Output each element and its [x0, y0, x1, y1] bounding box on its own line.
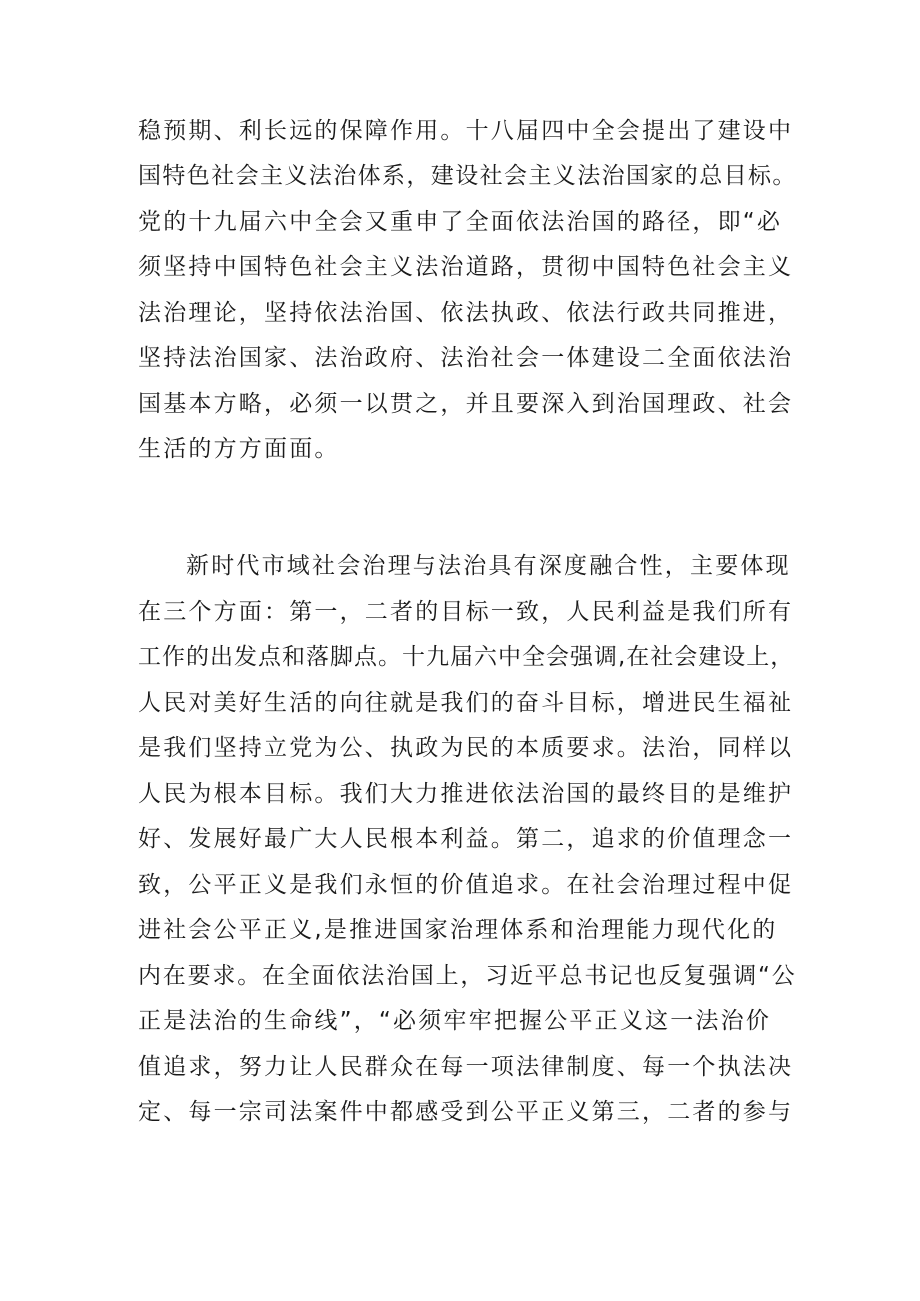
- text-line: 工作的出发点和落脚点。十九届六中全会强调,在社会建设上，: [138, 644, 795, 670]
- text-line: 正是法治的生命线”，“必须牢牢把握公平正义这一法治价: [138, 1008, 772, 1034]
- text-line: 进社会公平正义,是推进国家治理体系和治理能力现代化的: [138, 917, 778, 943]
- text-line: 在三个方面：第一，二者的目标一致，人民利益是我们所有: [138, 599, 794, 625]
- text-line: 稳预期、利长远的保障作用。十八届四中全会提出了建设中: [138, 118, 794, 144]
- text-line: 法治理论，坚持依法治国、依法执政、依法行政共同推进，: [138, 300, 794, 326]
- text-line: 须坚持中国特色社会主义法治道路，贯彻中国特色社会主义: [138, 254, 794, 280]
- text-line: 致，公平正义是我们永恒的价值追求。在社会治理过程中促: [138, 872, 794, 898]
- text-line: 国基本方略，必须一以贯之，并且要深入到治国理政、社会: [138, 391, 794, 417]
- text-line: 党的十九届六中全会又重申了全面依法治国的路径，即“必: [138, 209, 783, 235]
- text-line: 人民为根本目标。我们大力推进依法治国的最终目的是维护: [138, 781, 794, 807]
- text-line: 新时代市域社会治理与法治具有深度融合性，主要体现: [186, 553, 791, 579]
- text-line: 值追求，努力让人民群众在每一项法律制度、每一个执法决: [138, 1054, 794, 1080]
- text-line: 生活的方方面面。: [138, 436, 340, 462]
- text-line: 内在要求。在全面依法治国上，习近平总书记也反复强调“公: [138, 963, 797, 989]
- text-line: 好、发展好最广大人民根本利益。第二，追求的价值理念一: [138, 826, 794, 852]
- text-line: 国特色社会主义法治体系，建设社会主义法治国家的总目标。: [138, 163, 797, 189]
- text-line: 是我们坚持立党为公、执政为民的本质要求。法治，同样以: [138, 735, 794, 761]
- text-line: 人民对美好生活的向往就是我们的奋斗目标，增进民生福祉: [138, 690, 794, 716]
- text-line: 坚持法治国家、法治政府、法治社会一体建设二全面依法治: [138, 345, 794, 371]
- text-line: 定、每一宗司法案件中都感受到公平正义第三，二者的参与: [138, 1099, 794, 1125]
